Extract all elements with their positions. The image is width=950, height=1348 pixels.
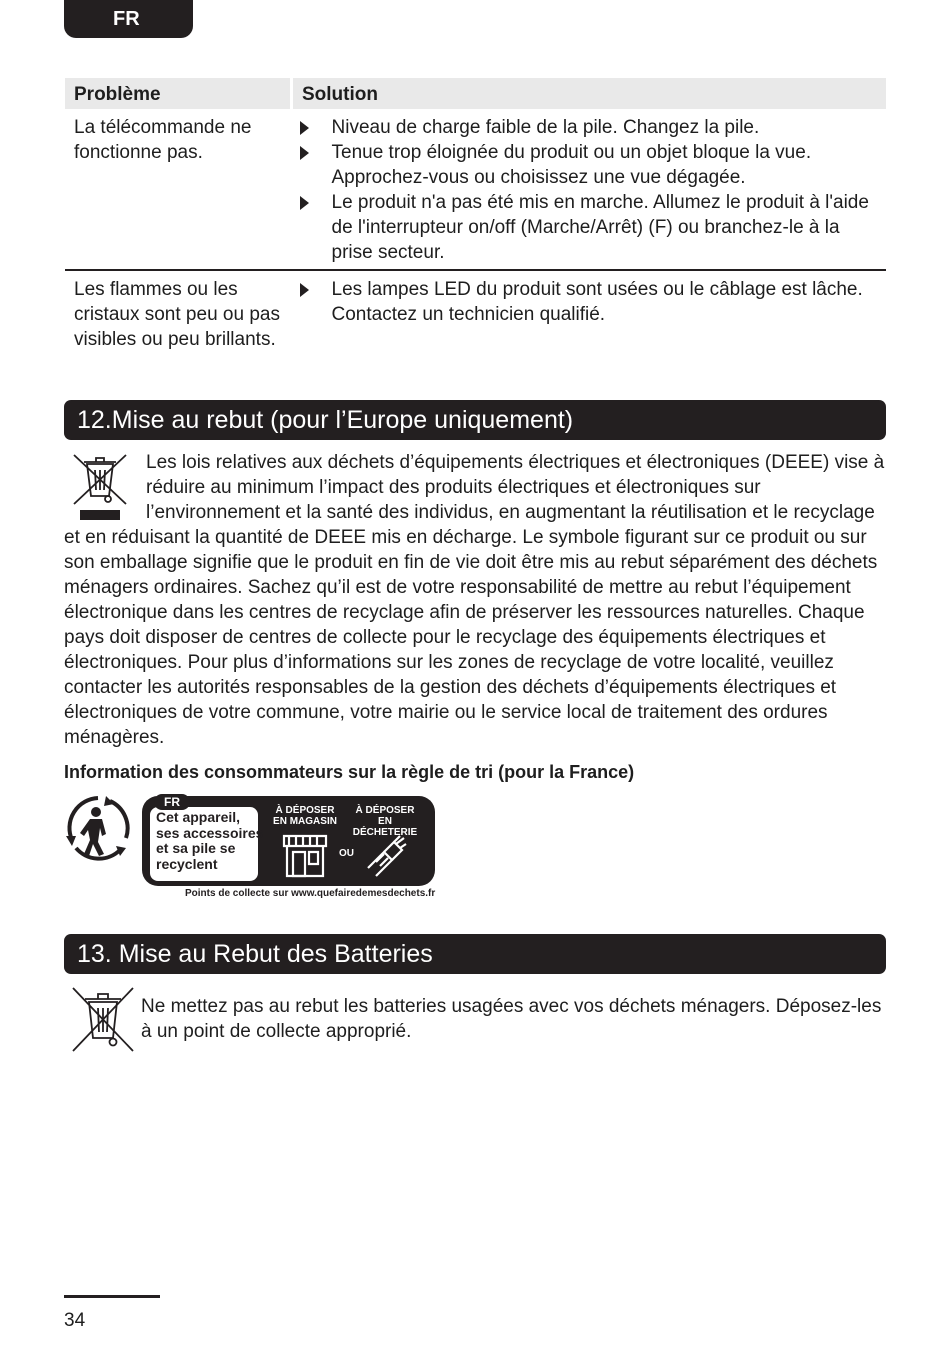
triman-store-label-line: À DÉPOSER <box>275 805 335 816</box>
solution-text: Les lampes LED du produit sont usées ou le câblage est lâche. Contactez un technicien qualifié. <box>331 279 863 325</box>
crossed-out-battery-bin-icon <box>70 986 136 1054</box>
section-12-paragraph: Les lois relatives aux déchets d’équipements électriques et électroniques (DEEE) vise à réduire au minimum l’impact des produits électriques et électroniques sur l’environnement et la santé des individus, en augmentant la réutilisation et le recyclage et en réduisant la quantité de DEEE mis en décharge. Le symbole figurant sur ce produit ou sur son emballage signifie que le produit en fin de vie doit être mis au rebut séparément des déchets ménagers ordinaires. Sachez qu’il est de votre responsabilité de mettre au rebut l’équipement électronique dans les centres de recyclage afin de préserver les ressources naturelles. Chaque pays doit disposer de centres de collecte pour le recyclage des équipements électriques et électroniques. Pour plus d’informations sur les zones de recyclage de votre localité, veuillez contacter les autorités responsables de la gestion des déchets d’équipements électriques et électroniques de votre commune, votre mairie ou le service local de traitement des ordures ménagères. <box>64 452 885 748</box>
table-row <box>65 270 886 354</box>
triman-store-label <box>266 805 344 827</box>
triman-or-label: OU <box>339 848 354 859</box>
language-tab: FR <box>64 0 193 38</box>
triman-store-label-line: EN MAGASIN <box>273 816 337 827</box>
table-row <box>65 109 886 270</box>
section-13-title: 13. Mise au Rebut des Batteries <box>64 934 886 974</box>
solution-list <box>300 277 878 327</box>
consumer-info-heading: Information des consommateurs sur la règle de tri (pour la France) <box>64 762 635 782</box>
solution-item <box>300 190 878 265</box>
crossed-out-wheelie-bin-icon <box>70 452 132 524</box>
triman-sorting-info <box>142 796 435 886</box>
solution-text: Le produit n'a pas été mis en marche. Allumez le produit à l'aide de l'interrupteur on/off (Marche/Arrêt) (F) ou branchez-le à la prise secteur. <box>331 192 869 263</box>
bullet-icon <box>300 283 309 297</box>
section-12-title: 12.Mise au rebut (pour l’Europe uniquement) <box>64 400 886 440</box>
solution-cell <box>292 270 887 354</box>
recycling-center-icon <box>362 830 410 878</box>
table-header-row <box>65 78 886 109</box>
problem-cell: Les flammes ou les cristaux sont peu ou pas visibles ou peu brillants. <box>74 279 280 350</box>
problem-cell: La télécommande ne fonctionne pas. <box>65 109 292 270</box>
solution-list <box>300 115 878 265</box>
triman-dump-label-line: EN DÉCHETERIE <box>352 816 418 838</box>
column-header-solution: Solution <box>292 78 887 109</box>
triman-logo <box>62 792 134 864</box>
solution-cell <box>292 109 887 270</box>
footer-rule <box>64 1295 160 1298</box>
triman-text-line: Cet appareil, <box>156 809 241 825</box>
triman-collection-points-note: Points de collecte sur www.quefairedemesdechets.fr <box>185 888 436 899</box>
bullet-icon <box>300 196 309 210</box>
section-12-body <box>64 450 886 750</box>
solution-item <box>300 140 878 190</box>
solution-text: Niveau de charge faible de la pile. Changez la pile. <box>331 117 760 138</box>
bullet-icon <box>300 121 309 135</box>
store-icon <box>281 832 329 878</box>
triman-country-badge: FR <box>154 794 190 810</box>
triman-dump-label-line: À DÉPOSER <box>355 805 415 816</box>
triman-recycle-text <box>156 810 268 872</box>
bullet-icon <box>300 146 309 160</box>
section-13-paragraph: Ne mettez pas au rebut les batteries usagées avec vos déchets ménagers. Déposez-les à un point de collecte approprié. <box>141 996 882 1042</box>
column-header-problem: Problème <box>65 78 292 109</box>
troubleshooting-table <box>65 78 886 354</box>
solution-item <box>300 277 878 327</box>
solution-text: Tenue trop éloignée du produit ou un objet bloque la vue. Approchez-vous ou choisissez une vue dégagée. <box>331 142 812 188</box>
triman-text-line: et sa pile se <box>156 840 236 856</box>
triman-text-line: recyclent <box>156 855 218 872</box>
page-number: 34 <box>64 1310 86 1331</box>
triman-text-line: ses accessoires <box>156 824 264 841</box>
solution-item <box>300 115 878 140</box>
